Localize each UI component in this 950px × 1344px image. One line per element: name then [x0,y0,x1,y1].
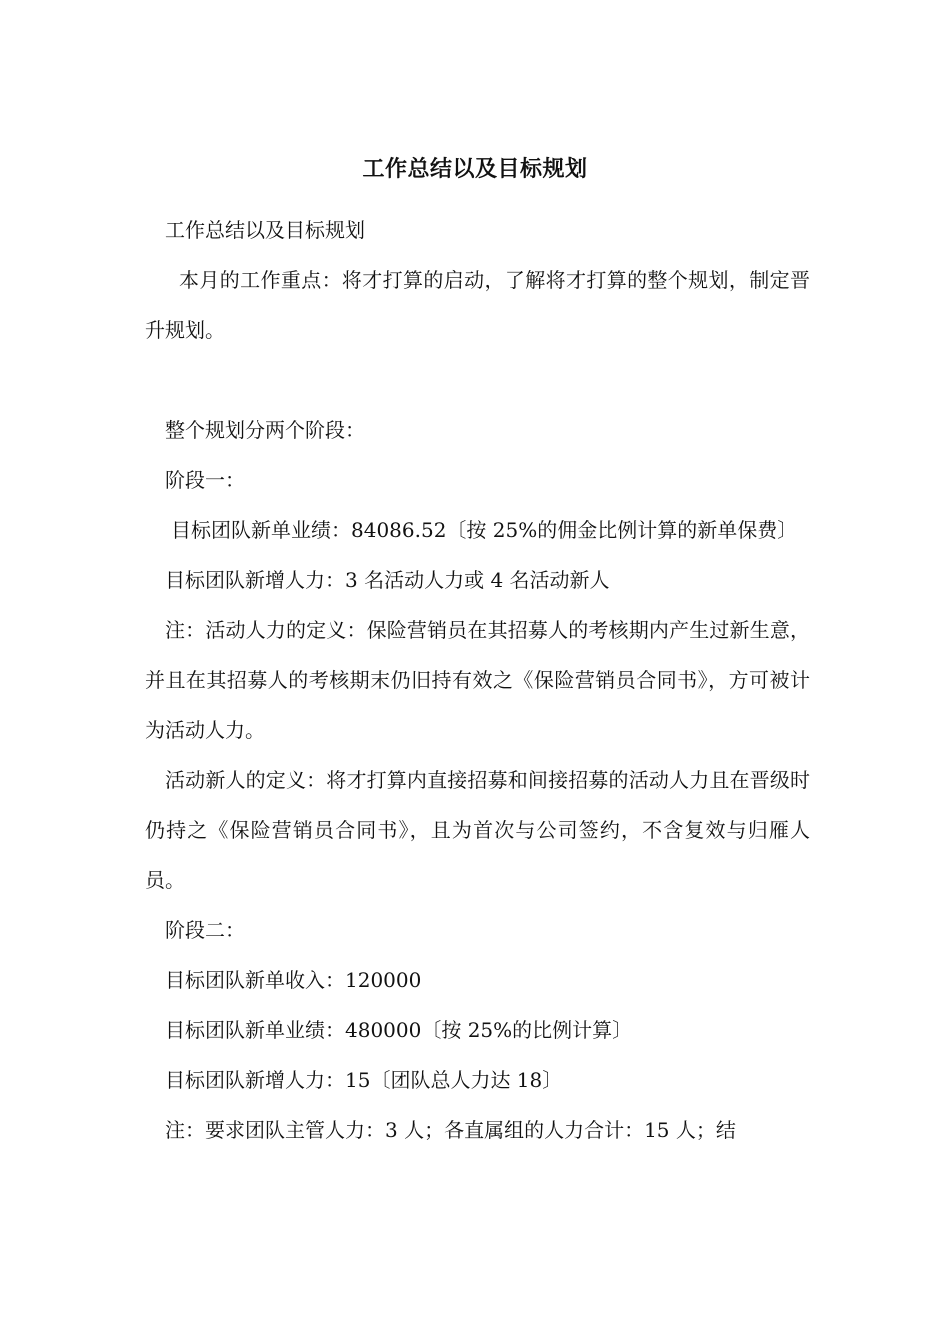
paragraph-plan-stages: 整个规划分两个阶段： [165,418,365,442]
paragraph-stage-one-manpower: 目标团队新增人力：3 名活动人力或 4 名活动新人 [165,568,610,592]
paragraph-stage-two: 阶段二： [165,918,245,942]
paragraph-stage-two-performance: 目标团队新单业绩：480000〔按 25%的比例计算〕 [165,1018,633,1042]
document-body [145,205,810,1155]
paragraph-active-newcomer-definition: 活动新人的定义：将才打算内直接招募和间接招募的活动人力且在晋级时仍持之《保险营销员合同书》，且为首次与公司签约，不含复效与归雁人员。 [145,768,810,892]
paragraph-stage-one: 阶段一： [165,468,245,492]
paragraph-stage-two-manpower: 目标团队新增人力：15〔团队总人力达 18〕 [165,1068,563,1092]
paragraph-stage-one-performance: 目标团队新单业绩：84086.52〔按 25%的佣金比例计算的新单保费〕 [171,518,798,542]
blank-line [145,355,810,405]
paragraph-stage-two-note: 注：要求团队主管人力：3 人；各直属组的人力合计：15 人；结 [165,1118,736,1142]
paragraph-work-focus: 本月的工作重点：将才打算的启动，了解将才打算的整个规划，制定晋升规划。 [145,268,810,342]
paragraph-stage-two-income: 目标团队新单收入：120000 [165,968,422,992]
document-title: 工作总结以及目标规划 [362,157,588,182]
paragraph-active-manpower-definition: 注：活动人力的定义：保险营销员在其招募人的考核期内产生过新生意，并且在其招募人的考核期末仍旧持有效之《保险营销员合同书》，方可被计为活动人力。 [145,618,810,742]
paragraph-subtitle: 工作总结以及目标规划 [165,218,365,242]
